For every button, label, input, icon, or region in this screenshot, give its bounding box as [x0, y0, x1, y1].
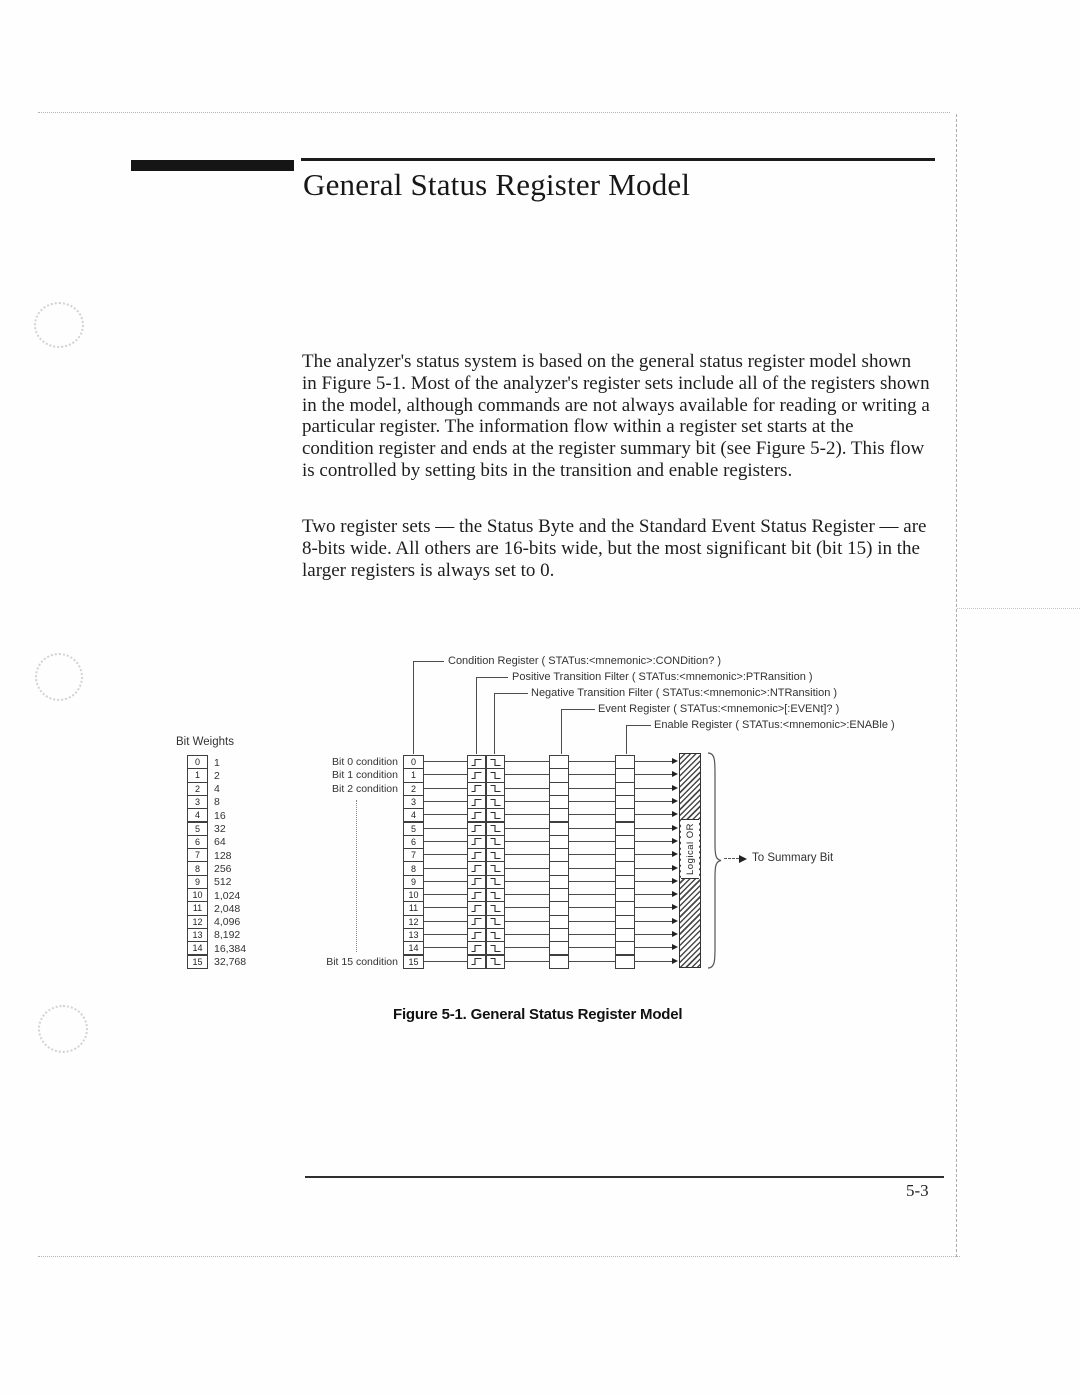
row-connector	[424, 921, 467, 922]
nt-filter-cell	[486, 915, 505, 929]
or-input-arrowhead	[672, 931, 678, 937]
page-title: General Status Register Model	[303, 167, 691, 202]
or-input-line	[635, 828, 673, 829]
row-connector	[505, 961, 549, 962]
row-connector	[505, 788, 549, 789]
nt-filter-cell	[486, 768, 505, 782]
nt-filter-cell	[486, 888, 505, 902]
to-summary-bit-label: To Summary Bit	[752, 852, 834, 864]
row-connector	[569, 868, 615, 869]
enable-cell	[615, 915, 635, 929]
pt-filter-cell	[467, 955, 486, 969]
condition-bit-cell: 7	[403, 848, 424, 862]
bit-weight-value: 4	[214, 783, 220, 796]
or-input-arrowhead	[672, 785, 678, 791]
row-connector	[424, 788, 467, 789]
pt-filter-cell	[467, 795, 486, 809]
condition-bit-cell: 5	[403, 822, 424, 836]
or-input-arrowhead	[672, 944, 678, 950]
event-cell	[549, 795, 569, 809]
event-cell	[549, 782, 569, 796]
event-register-label: Event Register ( STATus:<mnemonic>[:EVENt]? )	[598, 703, 840, 715]
condition-bit-cell: 11	[403, 901, 424, 915]
or-input-line	[635, 841, 673, 842]
pt-filter-cell	[467, 861, 486, 875]
bit-weight-box: 14	[187, 941, 208, 955]
figure-caption: Figure 5-1. General Status Register Model	[393, 1006, 683, 1023]
row-connector	[505, 947, 549, 948]
row-connector	[505, 814, 549, 815]
or-input-arrowhead	[672, 811, 678, 817]
row-connector	[505, 828, 549, 829]
condition-bit-cell: 4	[403, 808, 424, 822]
bit-weight-box: 11	[187, 901, 208, 915]
page-number: 5-3	[906, 1181, 929, 1200]
nt-filter-cell	[486, 835, 505, 849]
or-input-arrowhead	[672, 758, 678, 764]
row-connector	[505, 801, 549, 802]
or-input-arrowhead	[672, 878, 678, 884]
enable-cell	[615, 822, 635, 836]
bit-weight-value: 128	[214, 849, 232, 862]
bit-weight-value: 2	[214, 769, 220, 782]
or-input-arrowhead	[672, 838, 678, 844]
bit-weight-value: 64	[214, 836, 226, 849]
condition-bit-cell: 2	[403, 782, 424, 796]
or-input-line	[635, 947, 673, 948]
event-cell	[549, 848, 569, 862]
bit-weight-box: 7	[187, 848, 208, 862]
logical-or-label-box	[681, 819, 699, 879]
enable-cell	[615, 901, 635, 915]
condition-bit-cell: 10	[403, 888, 424, 902]
row-connector	[424, 841, 467, 842]
or-input-arrowhead	[672, 771, 678, 777]
row-connector	[424, 894, 467, 895]
body-paragraph-1: The analyzer's status system is based on the general status register model shown in Figure 5-1. Most of the analyzer's register sets include all of the registers shown in the model, although commands are not always available for reading or writing a particular register. The information flow within a register set starts at the condition register and ends at the register summary bit (see Figure 5-2). This flow is controlled by setting bits in the transition and enable registers.	[302, 351, 930, 481]
logical-or-bar	[679, 753, 701, 968]
nt-filter-cell	[486, 795, 505, 809]
row-connector	[424, 961, 467, 962]
row-connector	[424, 774, 467, 775]
or-input-line	[635, 894, 673, 895]
or-input-line	[635, 907, 673, 908]
row-connector	[569, 881, 615, 882]
bit-weight-value: 2,048	[214, 902, 241, 915]
event-cell	[549, 822, 569, 836]
pt-filter-cell	[467, 835, 486, 849]
bit-weight-box: 10	[187, 888, 208, 902]
row-connector	[505, 934, 549, 935]
bit-weight-box: 9	[187, 875, 208, 889]
bit-weight-box: 13	[187, 928, 208, 942]
condition-bit-cell: 13	[403, 928, 424, 942]
row-connector	[569, 788, 615, 789]
bit-weight-value: 256	[214, 862, 232, 875]
row-connector	[424, 801, 467, 802]
condition-bit-cell: 0	[403, 755, 424, 769]
row-connector	[505, 894, 549, 895]
nt-filter-cell	[486, 875, 505, 889]
or-input-line	[635, 921, 673, 922]
row-connector	[569, 854, 615, 855]
enable-cell	[615, 888, 635, 902]
pt-filter-cell	[467, 782, 486, 796]
event-cell	[549, 768, 569, 782]
condition-bit-cell: 1	[403, 768, 424, 782]
bit-weight-value: 512	[214, 876, 232, 889]
row-connector	[505, 907, 549, 908]
enable-cell	[615, 808, 635, 822]
summary-arrow-line	[724, 858, 739, 859]
nt-filter-cell	[486, 848, 505, 862]
enable-cell	[615, 955, 635, 969]
bit-weight-value: 32	[214, 823, 226, 835]
bit-weight-value: 32,768	[214, 956, 247, 968]
or-input-arrowhead	[672, 865, 678, 871]
event-cell	[549, 955, 569, 969]
bit-weight-box: 6	[187, 835, 208, 849]
row-connector	[505, 761, 549, 762]
pt-filter-cell	[467, 755, 486, 769]
pt-filter-cell	[467, 915, 486, 929]
row-connector	[424, 881, 467, 882]
or-input-line	[635, 868, 673, 869]
row-connector	[569, 947, 615, 948]
row-connector	[424, 947, 467, 948]
bit-weight-box: 1	[187, 768, 208, 782]
bit-weight-box: 5	[187, 822, 208, 836]
nt-filter-cell	[486, 901, 505, 915]
condition-bit-cell: 12	[403, 915, 424, 929]
bit-weight-box: 4	[187, 808, 208, 822]
bit-rows-ellipsis	[356, 800, 357, 952]
row-connector	[569, 894, 615, 895]
row-connector	[569, 961, 615, 962]
event-cell	[549, 888, 569, 902]
or-input-line	[635, 854, 673, 855]
summary-arrowhead	[739, 855, 747, 863]
output-brace	[705, 752, 723, 969]
or-input-line	[635, 934, 673, 935]
row-connector	[569, 814, 615, 815]
bit-weight-value: 8	[214, 796, 220, 809]
bit-weight-value: 16,384	[214, 942, 247, 955]
bit-weight-box: 3	[187, 795, 208, 809]
bit-condition-label: Bit 0 condition	[332, 756, 398, 768]
bit-weight-box: 15	[187, 955, 208, 969]
condition-bit-cell: 9	[403, 875, 424, 889]
nt-filter-cell	[486, 955, 505, 969]
bit-weight-value: 1,024	[214, 889, 241, 902]
row-connector	[505, 841, 549, 842]
row-connector	[424, 907, 467, 908]
body-paragraph-2: Two register sets — the Status Byte and the Standard Event Status Register — are 8-bits wide. All others are 16-bits wide, but the most significant bit (bit 15) in the larger registers is always set to 0.	[302, 516, 927, 581]
event-cell	[549, 861, 569, 875]
positive-transition-filter-label: Positive Transition Filter ( STATus:<mnemonic>:PTRansition )	[512, 671, 813, 683]
bit-condition-label: Bit 15 condition	[326, 955, 398, 968]
or-input-arrowhead	[672, 891, 678, 897]
bit-weight-box: 8	[187, 861, 208, 875]
or-input-arrowhead	[672, 918, 678, 924]
nt-filter-cell	[486, 861, 505, 875]
or-input-line	[635, 814, 673, 815]
condition-bit-cell: 8	[403, 861, 424, 875]
condition-bit-cell: 15	[403, 955, 424, 969]
row-connector	[569, 761, 615, 762]
pt-filter-cell	[467, 928, 486, 942]
logical-or-label: Logical OR	[684, 823, 696, 875]
row-connector	[505, 881, 549, 882]
enable-cell	[615, 768, 635, 782]
negative-transition-filter-label: Negative Transition Filter ( STATus:<mnemonic>:NTRansition )	[531, 687, 838, 699]
enable-cell	[615, 782, 635, 796]
or-input-line	[635, 961, 673, 962]
row-connector	[569, 907, 615, 908]
row-connector	[569, 801, 615, 802]
event-cell	[549, 835, 569, 849]
condition-bit-cell: 3	[403, 795, 424, 809]
pt-filter-cell	[467, 875, 486, 889]
enable-register-label: Enable Register ( STATus:<mnemonic>:ENABle )	[654, 719, 895, 731]
pt-filter-cell	[467, 848, 486, 862]
row-connector	[569, 841, 615, 842]
row-connector	[569, 828, 615, 829]
condition-bit-cell: 14	[403, 941, 424, 955]
nt-filter-cell	[486, 782, 505, 796]
row-connector	[424, 828, 467, 829]
row-connector	[569, 921, 615, 922]
row-connector	[505, 774, 549, 775]
event-cell	[549, 915, 569, 929]
row-connector	[569, 774, 615, 775]
event-cell	[549, 875, 569, 889]
pt-filter-cell	[467, 888, 486, 902]
row-connector	[505, 921, 549, 922]
pt-filter-cell	[467, 901, 486, 915]
event-cell	[549, 941, 569, 955]
or-input-line	[635, 774, 673, 775]
bit-weight-value: 8,192	[214, 929, 241, 942]
event-cell	[549, 928, 569, 942]
enable-cell	[615, 941, 635, 955]
row-connector	[505, 854, 549, 855]
row-connector	[424, 814, 467, 815]
bit-weight-box: 0	[187, 755, 208, 769]
row-connector	[569, 934, 615, 935]
bit-weights-title: Bit Weights	[176, 736, 234, 748]
or-input-line	[635, 801, 673, 802]
row-connector	[424, 854, 467, 855]
or-input-arrowhead	[672, 825, 678, 831]
enable-cell	[615, 875, 635, 889]
enable-cell	[615, 755, 635, 769]
bit-weight-value: 1	[214, 756, 220, 769]
nt-filter-cell	[486, 755, 505, 769]
condition-bit-cell: 6	[403, 835, 424, 849]
enable-cell	[615, 835, 635, 849]
bit-weight-value: 4,096	[214, 916, 241, 929]
bit-condition-label: Bit 1 condition	[332, 769, 398, 782]
bit-condition-label: Bit 2 condition	[332, 782, 398, 795]
enable-cell	[615, 795, 635, 809]
row-connector	[505, 868, 549, 869]
enable-cell	[615, 928, 635, 942]
bit-weight-box: 12	[187, 915, 208, 929]
row-connector	[424, 761, 467, 762]
or-input-line	[635, 881, 673, 882]
bit-weight-value: 16	[214, 809, 226, 822]
or-input-arrowhead	[672, 851, 678, 857]
enable-cell	[615, 861, 635, 875]
event-cell	[549, 808, 569, 822]
nt-filter-cell	[486, 941, 505, 955]
bit-weight-box: 2	[187, 782, 208, 796]
footer-rule	[305, 1176, 944, 1178]
or-input-line	[635, 788, 673, 789]
or-input-arrowhead	[672, 798, 678, 804]
condition-register-label: Condition Register ( STATus:<mnemonic>:CONDition? )	[448, 655, 722, 667]
pt-filter-cell	[467, 768, 486, 782]
nt-filter-cell	[486, 822, 505, 836]
or-input-arrowhead	[672, 904, 678, 910]
enable-cell	[615, 848, 635, 862]
pt-filter-cell	[467, 822, 486, 836]
row-connector	[424, 934, 467, 935]
nt-filter-cell	[486, 928, 505, 942]
or-input-arrowhead	[672, 958, 678, 964]
row-connector	[424, 868, 467, 869]
pt-filter-cell	[467, 941, 486, 955]
or-input-line	[635, 761, 673, 762]
nt-filter-cell	[486, 808, 505, 822]
event-cell	[549, 755, 569, 769]
pt-filter-cell	[467, 808, 486, 822]
event-cell	[549, 901, 569, 915]
